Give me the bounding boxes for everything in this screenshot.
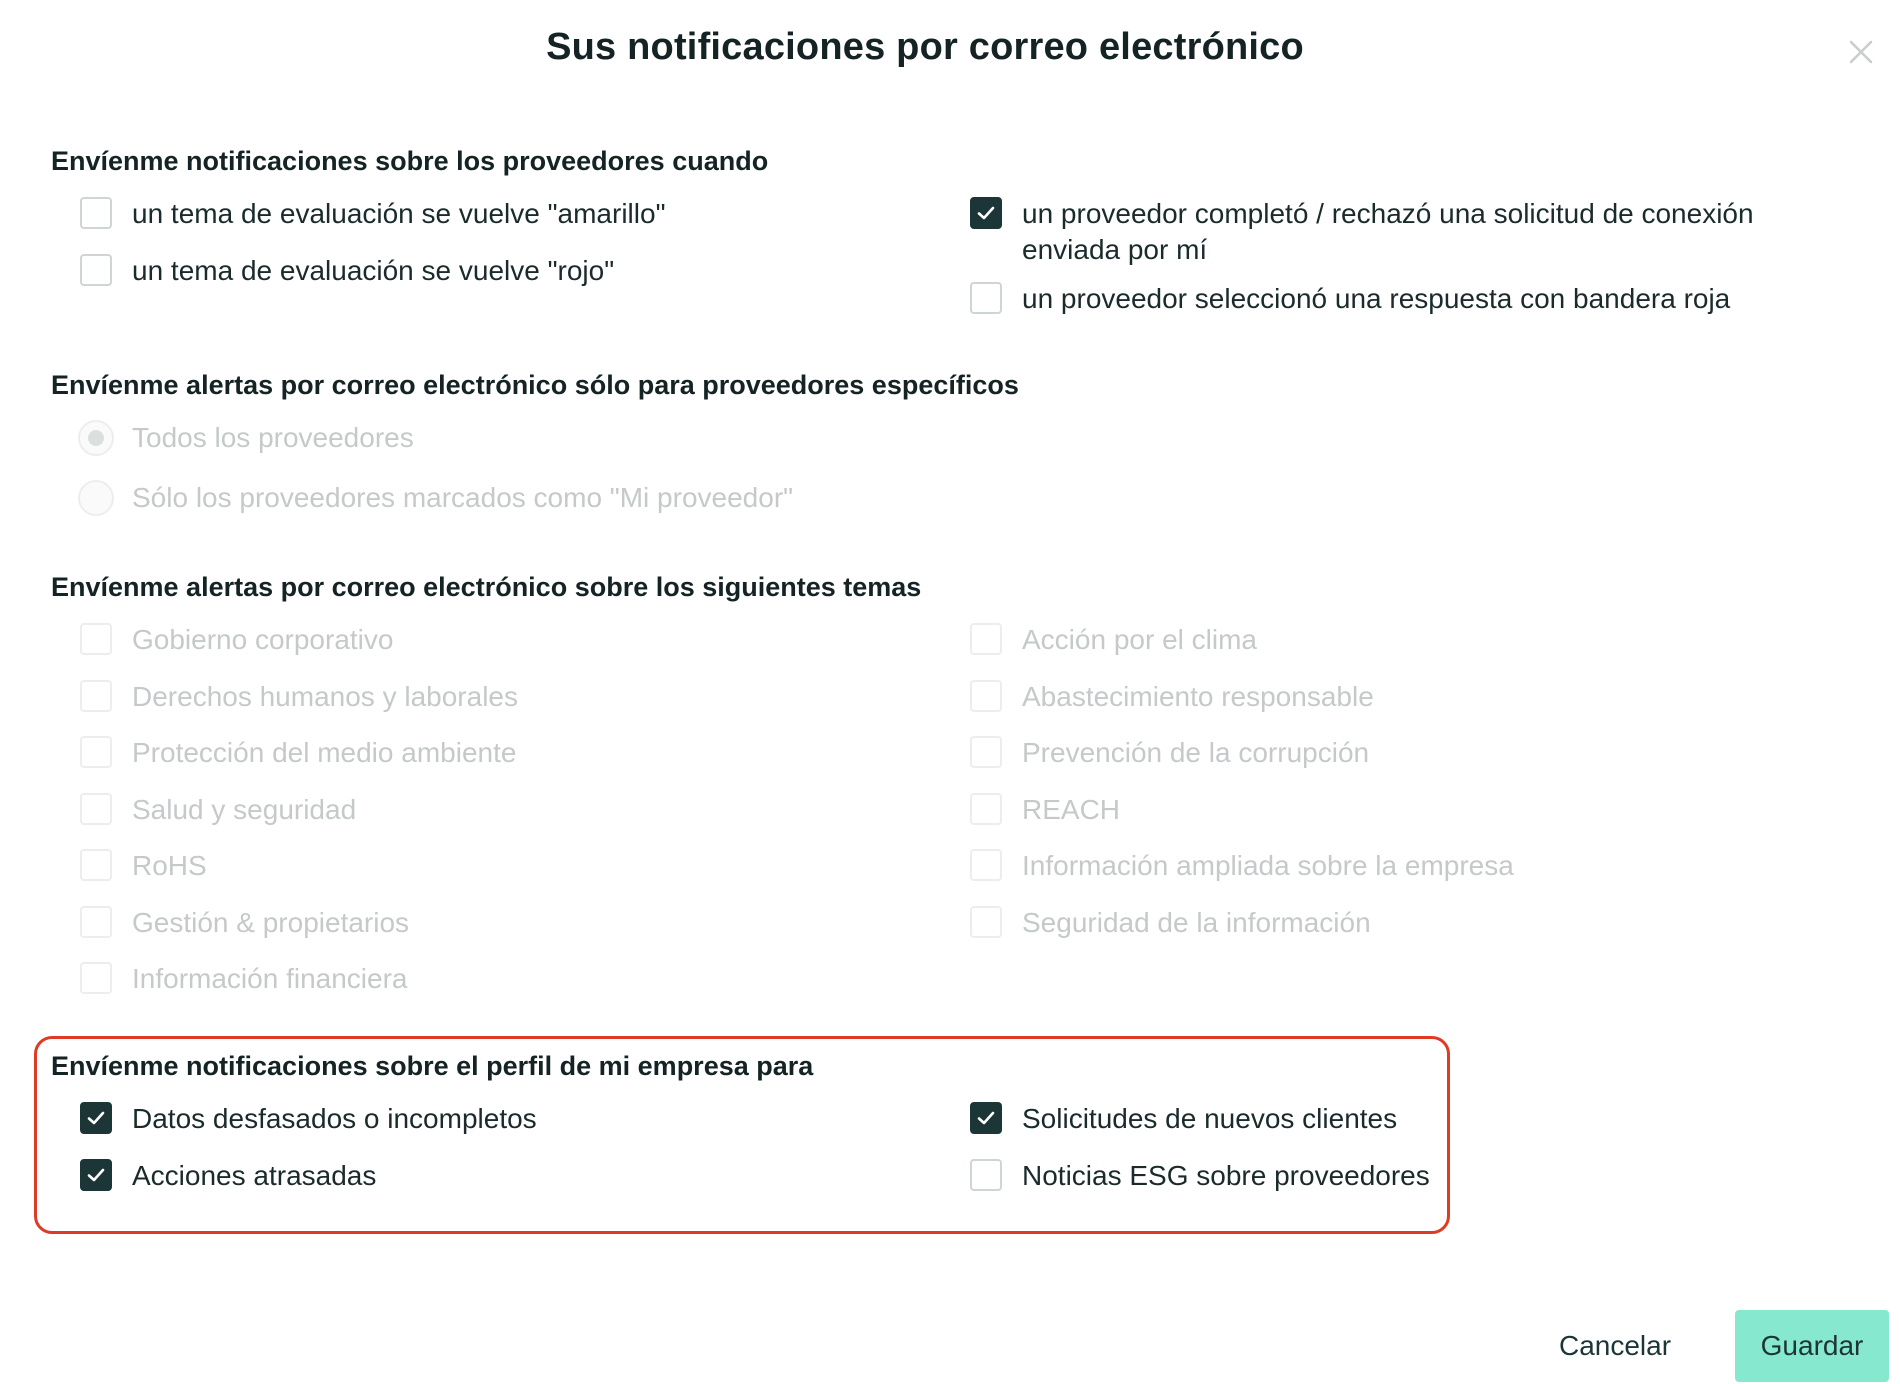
checkbox-new-client-requests[interactable] xyxy=(970,1102,1002,1134)
option-new-client-requests[interactable] xyxy=(970,1101,1397,1137)
check-icon xyxy=(975,1107,997,1129)
topic-left-5[interactable] xyxy=(80,905,409,941)
checkbox-esg-news[interactable] xyxy=(970,1159,1002,1191)
checkbox[interactable] xyxy=(80,849,112,881)
section-title-suppliers: Envíenme notificaciones sobre los proveedores cuando xyxy=(51,146,769,176)
checkbox[interactable] xyxy=(970,793,1002,825)
topic-right-4[interactable] xyxy=(970,848,1514,884)
radio-all-suppliers[interactable] xyxy=(78,420,414,456)
topic-label: Seguridad de la información xyxy=(1022,907,1371,938)
section-title-specific-suppliers: Envíenme alertas por correo electrónico sólo para proveedores específicos xyxy=(51,370,1019,400)
topic-label: RoHS xyxy=(132,850,207,881)
topic-left-6[interactable] xyxy=(80,961,407,997)
checkbox[interactable] xyxy=(80,680,112,712)
option-outdated-data[interactable] xyxy=(80,1101,537,1137)
option-label: Acciones atrasadas xyxy=(132,1160,377,1191)
option-label: un tema de evaluación se vuelve "amarillo" xyxy=(132,198,666,229)
option-label: un tema de evaluación se vuelve "rojo" xyxy=(132,255,615,286)
checkbox-red-flag-answer[interactable] xyxy=(970,282,1002,314)
option-overdue-actions[interactable] xyxy=(80,1158,376,1194)
checkbox[interactable] xyxy=(970,736,1002,768)
topic-label: Protección del medio ambiente xyxy=(132,737,517,768)
topic-left-3[interactable] xyxy=(80,792,356,828)
topic-right-3[interactable] xyxy=(970,792,1120,828)
option-connection-request[interactable] xyxy=(970,196,1800,268)
topic-label: Salud y seguridad xyxy=(132,794,357,825)
checkbox[interactable] xyxy=(970,680,1002,712)
topic-label: Prevención de la corrupción xyxy=(1022,737,1370,768)
option-label: un proveedor seleccionó una respuesta con bandera roja xyxy=(1022,283,1731,314)
close-icon[interactable] xyxy=(1843,34,1879,70)
option-label: Solicitudes de nuevos clientes xyxy=(1022,1103,1398,1134)
option-label: Datos desfasados o incompletos xyxy=(132,1103,537,1134)
topic-left-2[interactable] xyxy=(80,735,516,771)
topic-right-5[interactable] xyxy=(970,905,1371,941)
checkbox[interactable] xyxy=(970,849,1002,881)
topic-label: Información ampliada sobre la empresa xyxy=(1022,850,1514,881)
radio-my-suppliers[interactable] xyxy=(78,480,793,516)
option-label: Noticias ESG sobre proveedores xyxy=(1022,1160,1430,1191)
topic-label: Gestión & propietarios xyxy=(132,907,410,938)
checkbox-outdated-data[interactable] xyxy=(80,1102,112,1134)
option-label: Sólo los proveedores marcados como "Mi proveedor" xyxy=(132,482,794,513)
section-title-company-profile: Envíenme notificaciones sobre el perfil de mi empresa para xyxy=(51,1051,814,1081)
cancel-button[interactable]: Cancelar xyxy=(1545,1310,1685,1382)
checkbox-yellow-topic[interactable] xyxy=(80,197,112,229)
option-red-flag-answer[interactable] xyxy=(970,281,1730,317)
checkbox-red-topic[interactable] xyxy=(80,254,112,286)
dialog-title: Sus notificaciones por correo electrónico xyxy=(546,26,1304,68)
option-red-topic[interactable] xyxy=(80,253,614,289)
radio-button[interactable] xyxy=(78,480,114,516)
checkbox[interactable] xyxy=(80,793,112,825)
topic-label: Derechos humanos y laborales xyxy=(132,681,518,712)
topic-left-4[interactable] xyxy=(80,848,207,884)
option-label: Todos los proveedores xyxy=(132,422,414,453)
section-title-topics: Envíenme alertas por correo electrónico sobre los siguientes temas xyxy=(51,572,922,602)
checkbox[interactable] xyxy=(80,962,112,994)
checkbox[interactable] xyxy=(80,623,112,655)
option-yellow-topic[interactable] xyxy=(80,196,666,232)
topic-label: Gobierno corporativo xyxy=(132,624,394,655)
topic-left-1[interactable] xyxy=(80,679,518,715)
check-icon xyxy=(85,1107,107,1129)
checkbox[interactable] xyxy=(970,906,1002,938)
check-icon xyxy=(85,1164,107,1186)
topic-right-0[interactable] xyxy=(970,622,1257,658)
topic-left-0[interactable] xyxy=(80,622,393,658)
checkbox[interactable] xyxy=(80,736,112,768)
checkbox[interactable] xyxy=(970,623,1002,655)
checkbox-connection-request[interactable] xyxy=(970,197,1002,229)
checkbox[interactable] xyxy=(80,906,112,938)
option-label: un proveedor completó / rechazó una solicitud de conexión enviada por mí xyxy=(1022,198,1754,265)
save-button[interactable]: Guardar xyxy=(1735,1310,1889,1382)
topic-right-2[interactable] xyxy=(970,735,1369,771)
radio-button[interactable] xyxy=(78,420,114,456)
check-icon xyxy=(975,202,997,224)
topic-label: Acción por el clima xyxy=(1022,624,1257,655)
checkbox-overdue-actions[interactable] xyxy=(80,1159,112,1191)
topic-label: Abastecimiento responsable xyxy=(1022,681,1374,712)
topic-label: REACH xyxy=(1022,794,1121,825)
topic-right-1[interactable] xyxy=(970,679,1374,715)
option-esg-news[interactable] xyxy=(970,1158,1430,1194)
topic-label: Información financiera xyxy=(132,963,408,994)
